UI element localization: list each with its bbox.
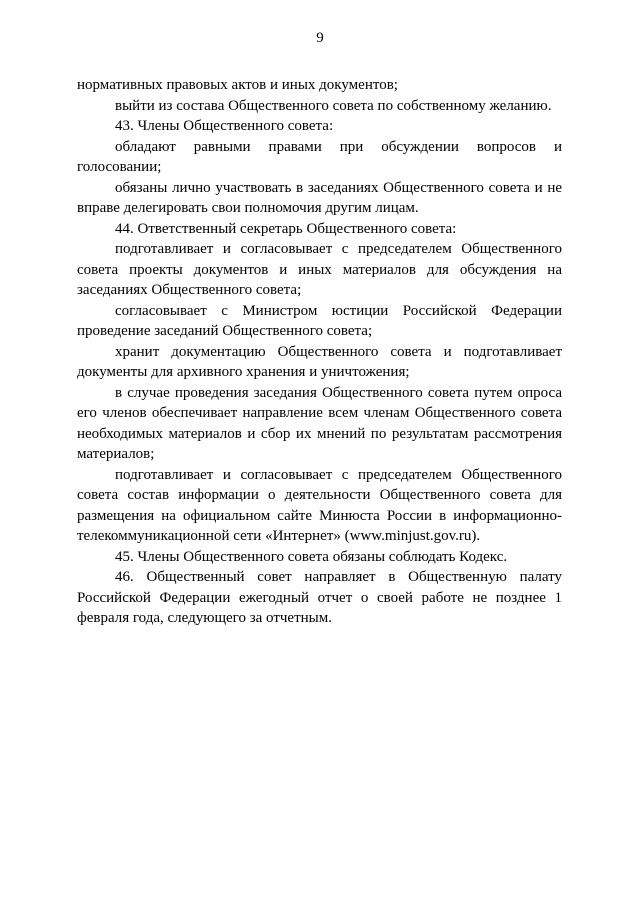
clause-44-heading: 44. Ответственный секретарь Общественного совета: <box>115 220 457 237</box>
paragraph-coordinate-minister: согласовывает с Министром юстиции Российской Федерации проведение заседаний Общественного совета; <box>77 302 562 339</box>
paragraph-continuation: нормативных правовых актов и иных документов; <box>77 77 398 93</box>
paragraph-personal-participation: обязаны лично участвовать в заседаниях Общественного совета и не вправе делегировать свои полномочия другим лицам. <box>77 179 562 216</box>
paragraph-website-information: подготавливает и согласовывает с председателем Общественного совета состав информации о деятельности Общественного совета для размещения на официальном сайте Минюста России в информационно-телекоммуникационной сети «Интернет» (www.minjust.gov.ru). <box>77 466 562 544</box>
clause-45: 45. Члены Общественного совета обязаны соблюдать Кодекс. <box>115 548 508 565</box>
clause-43-heading: 43. Члены Общественного совета: <box>115 118 334 134</box>
clause-46: 46. Общественный совет направляет в Общественную палату Российской Федерации ежегодный отчет о своей работе не позднее 1 февраля года, следующего за отчетным. <box>77 569 562 626</box>
paragraph-survey-meeting: в случае проведения заседания Общественного совета путем опроса его членов обеспечивает направление всем членам Общественного совета необходимых материалов и сбор их мнений по результатам рассмотрения материалов; <box>77 384 562 462</box>
paragraph-prepare-documents: подготавливает и согласовывает с председателем Общественного совета проекты документов и иных материалов для обсуждения на заседаниях Общественного совета; <box>77 241 562 298</box>
paragraph-equal-rights: обладают равными правами при обсуждении вопросов и голосовании; <box>77 138 562 175</box>
paragraph-store-documentation: хранит документацию Общественного совета и подготавливает документы для архивного хранения и уничтожения; <box>77 343 562 380</box>
paragraph-leave-council: выйти из состава Общественного совета по собственному желанию. <box>115 97 552 114</box>
document-body <box>77 75 562 629</box>
page-number: 9 <box>316 30 324 46</box>
